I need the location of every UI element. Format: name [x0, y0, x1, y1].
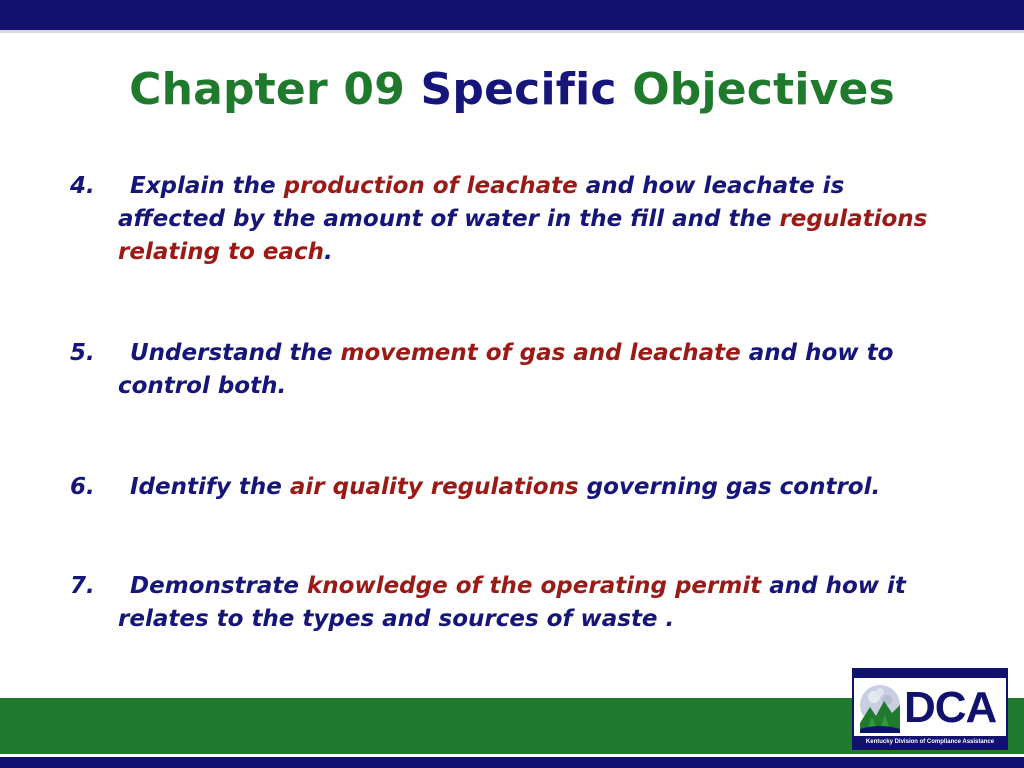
objective-highlight: knowledge of the operating permit: [306, 573, 762, 599]
objective-number: 5.: [70, 340, 95, 366]
logo-letters: DCA: [904, 683, 997, 732]
objective-number: 7.: [70, 573, 95, 599]
objective-segment: Understand the: [130, 340, 341, 366]
objective-segment: Demonstrate: [130, 573, 307, 599]
objective-highlight: production of leachate: [283, 173, 578, 199]
logo-top-bar: [854, 670, 1006, 678]
slide-title: [0, 66, 1024, 114]
logo-caption: Kentucky Division of Compliance Assistance: [854, 736, 1006, 748]
title-specific: Specific: [420, 64, 617, 115]
objective-highlight: movement of gas and leachate: [340, 340, 741, 366]
objective-segment: Identify the: [130, 474, 290, 500]
top-header-band: [0, 0, 1024, 30]
objective-item: [70, 337, 950, 403]
objective-number: 4.: [70, 173, 95, 199]
objective-segment: and how leachate is affected by the amount of water in the fill and the: [118, 173, 845, 232]
objective-highlight: regulations relating to each: [118, 206, 928, 265]
objective-highlight: air quality regulations: [289, 474, 579, 500]
objective-item: [70, 170, 950, 269]
objective-text: [70, 570, 950, 636]
objective-text: [70, 471, 950, 504]
title-chapter: Chapter 09: [129, 64, 406, 115]
dca-logo: [852, 668, 1008, 750]
objective-text: [70, 170, 950, 269]
footer-navy-band: [0, 757, 1024, 768]
objective-number: 6.: [70, 474, 95, 500]
title-objectives: Objectives: [632, 64, 895, 115]
objective-segment: and how it relates to the types and sources of waste .: [118, 573, 906, 632]
objective-text: [70, 337, 950, 403]
objective-segment: Explain the: [130, 173, 284, 199]
objective-segment: and how to control both.: [118, 340, 894, 399]
objective-segment: governing gas control.: [578, 474, 881, 500]
landscape-emblem-icon: [858, 683, 902, 733]
objective-item: [70, 570, 950, 636]
objective-segment: .: [324, 239, 333, 265]
objective-item: [70, 471, 950, 504]
top-divider: [0, 30, 1024, 33]
